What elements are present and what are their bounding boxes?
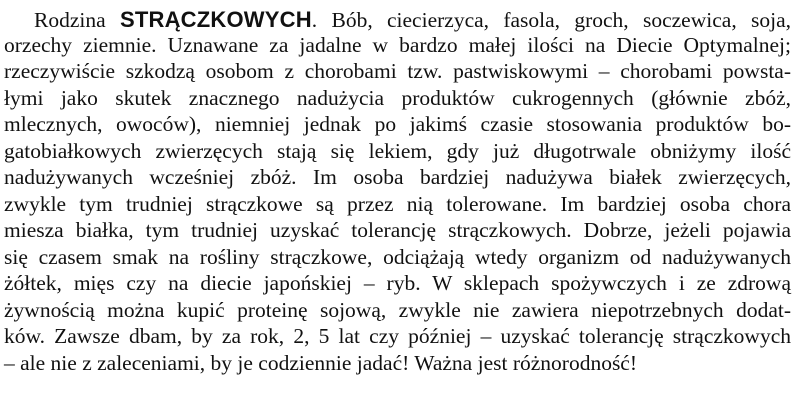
line-1-rest: . Bób, ciecierzyca, fasola, groch, soczewica, soja, [311, 8, 792, 32]
section-heading-word: STRĄCZKOWYCH [119, 7, 312, 32]
paragraph-line-8: zwykle tym trudniej strączkowe są przez nią tolerowane. Im bardziej osoba chora [4, 192, 791, 216]
paragraph-line-12: żywnością można kupić proteinę sojową, zwykle nie zawiera niepotrzebnych dodat- [4, 298, 791, 322]
paragraph-line-13: ków. Zawsze dbam, by za rok, 2, 5 lat czy później – uzyskać tolerancję strączkowych [4, 324, 791, 348]
paragraph-line-3: rzeczywiście szkodzą osobom z chorobami tzw. pastwiskowymi – chorobami powsta- [4, 59, 791, 83]
paragraph-line-2: orzechy ziemnie. Uznawane za jadalne w bardzo małej ilości na Diecie Optymalnej; [4, 33, 791, 57]
paragraph-line-7: nadużywanych wcześniej zbóż. Im osoba bardziej nadużywa białek zwierzęcych, [4, 165, 791, 189]
paragraph-line-6: gatobiałkowych zwierzęcych stają się lekiem, gdy już długotrwale obniżymy ilość [4, 139, 791, 163]
paragraph-line-1 [34, 6, 791, 34]
paragraph-line-4: łymi jako skutek znacznego nadużycia produktów cukrogennych (głównie zbóż, [4, 86, 791, 110]
paragraph-line-5: mlecznych, owoców), niemniej jednak po jakimś czasie stosowania produktów bo- [4, 112, 791, 136]
line-1-prefix: Rodzina [34, 8, 120, 32]
paragraph-line-9: miesza białka, tym trudniej uzyskać tolerancję strączkowych. Dobrze, jeżeli pojawia [4, 218, 791, 242]
paragraph-line-14: – ale nie z zaleceniami, by je codziennie jadać! Ważna jest różnorodność! [4, 351, 638, 375]
paragraph-line-10: się czasem smak na rośliny strączkowe, odciążają wtedy organizm od nadużywanych [4, 245, 791, 269]
paragraph-line-11: żółtek, mięs czy na diecie japońskiej – ryb. W sklepach spożywczych i ze zdrową [4, 271, 791, 295]
